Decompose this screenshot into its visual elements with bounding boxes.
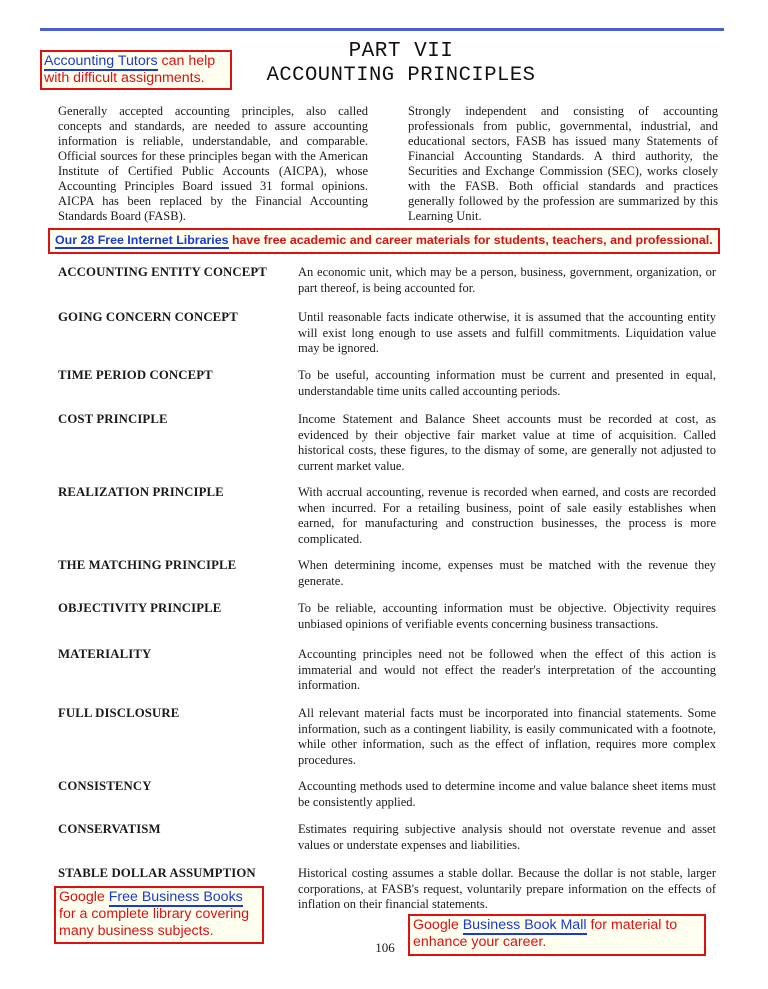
intro-paragraph-left: Generally accepted accounting principles, also called concepts and standards, are needed to assure accounting information is reliable, understandable, and comparable. Official sources for these principles began with the American Institute of Certified Public Accounts (AICPA), whose Accounting Principles Board issued 31 formal opinions. AICPA has been replaced by the Financial Accounting Standards Board (FASB).	[58, 104, 368, 223]
principle-term: TIME PERIOD CONCEPT	[58, 368, 213, 382]
principle-term: THE MATCHING PRINCIPLE	[58, 558, 237, 572]
principle-term: OBJECTIVITY PRINCIPLE	[58, 601, 222, 615]
free-libraries-text: have free academic and career materials for students, teachers, and professional.	[228, 233, 713, 247]
principle-definition: When determining income, expenses must be matched with the revenue they generate.	[298, 558, 716, 588]
business-book-mall-prefix: Google	[413, 917, 463, 933]
principle-term: COST PRINCIPLE	[58, 412, 168, 426]
principle-term: STABLE DOLLAR ASSUMPTION	[58, 866, 256, 880]
principle-definition: Accounting methods used to determine income and value balance sheet items must be consistently applied.	[298, 779, 716, 809]
principle-definition: All relevant material facts must be incorporated into financial statements. Some information, such as a contingent liability, is easily communicated with a footnote, while other information, such as the effect of inflation, requires more complex procedures.	[298, 706, 716, 767]
intro-paragraph-right: Strongly independent and consisting of accounting professionals from public, governmental, industrial, and educational sectors, FASB has issued many Statements of Financial Accounting Standards. A third authority, the Securities and Exchange Commission (SEC), works closely with the FASB. Both official standards and practices generally followed by the profession are summarized by this Learning Unit.	[408, 104, 718, 223]
principle-definition: Until reasonable facts indicate otherwise, it is assumed that the accounting entity will exist long enough to use assets and fulfill commitments. Liquidation value may be ignored.	[298, 310, 716, 355]
page-number: 106	[375, 940, 395, 955]
accounting-tutors-ad	[40, 50, 232, 90]
principle-term: CONSERVATISM	[58, 822, 161, 836]
principle-definition: Historical costing assumes a stable dollar. Because the dollar is not stable, larger corporations, at FASB's request, voluntarily prepare information on the effects of inflation on their financial statements.	[298, 866, 716, 911]
principle-term: FULL DISCLOSURE	[58, 706, 180, 720]
business-book-mall-text: for material to enhance your career.	[413, 917, 678, 950]
principle-definition: Income Statement and Balance Sheet accounts must be recorded at cost, as evidenced by their objective fair market value at time of acquisition. Called historical costs, these figures, to the dismay of some, are generally not adjusted to current market value.	[298, 412, 716, 473]
principle-term: GOING CONCERN CONCEPT	[58, 310, 238, 324]
part-label: PART VII	[348, 40, 454, 63]
free-business-books-prefix: Google	[59, 889, 109, 905]
principle-definition: Estimates requiring subjective analysis should not overstate revenue and asset values or understate expenses and liabilities.	[298, 822, 716, 852]
principle-term: MATERIALITY	[58, 647, 152, 661]
principle-term: CONSISTENCY	[58, 779, 152, 793]
principle-definition: To be useful, accounting information must be current and presented in equal, understandable time units called accounting periods.	[298, 368, 716, 398]
top-rule	[40, 28, 724, 31]
accounting-tutors-text: can help with difficult assignments.	[44, 53, 216, 86]
business-book-mall-ad	[408, 914, 706, 956]
principle-definition: With accrual accounting, revenue is recorded when earned, and costs are recorded when incurred. For a retailing business, point of sale easily establishes when earned, for manufacturing and construction businesses, the process is more complicated.	[298, 485, 716, 546]
free-libraries-link[interactable]: Our 28 Free Internet Libraries	[55, 233, 229, 247]
accounting-tutors-link[interactable]: Accounting Tutors	[44, 53, 158, 69]
free-business-books-ad	[54, 886, 264, 944]
free-business-books-text: for a complete library covering many business subjects.	[59, 905, 250, 939]
principle-definition: To be reliable, accounting information must be objective. Objectivity requires unbiased opinions of verifiable events concerning business transactions.	[298, 601, 716, 631]
principle-term: ACCOUNTING ENTITY CONCEPT	[58, 265, 267, 279]
page-title: ACCOUNTING PRINCIPLES	[266, 64, 536, 87]
principle-term: REALIZATION PRINCIPLE	[58, 485, 224, 499]
free-libraries-ad	[48, 228, 720, 254]
principle-definition: An economic unit, which may be a person, business, government, organization, or part thereof, is being accounted for.	[298, 265, 716, 295]
principle-definition: Accounting principles need not be followed when the effect of this action is immaterial and would not effect the reader's interpretation of the accounting information.	[298, 647, 716, 692]
business-book-mall-link[interactable]: Business Book Mall	[462, 917, 587, 933]
free-business-books-link[interactable]: Free Business Books	[108, 889, 243, 905]
